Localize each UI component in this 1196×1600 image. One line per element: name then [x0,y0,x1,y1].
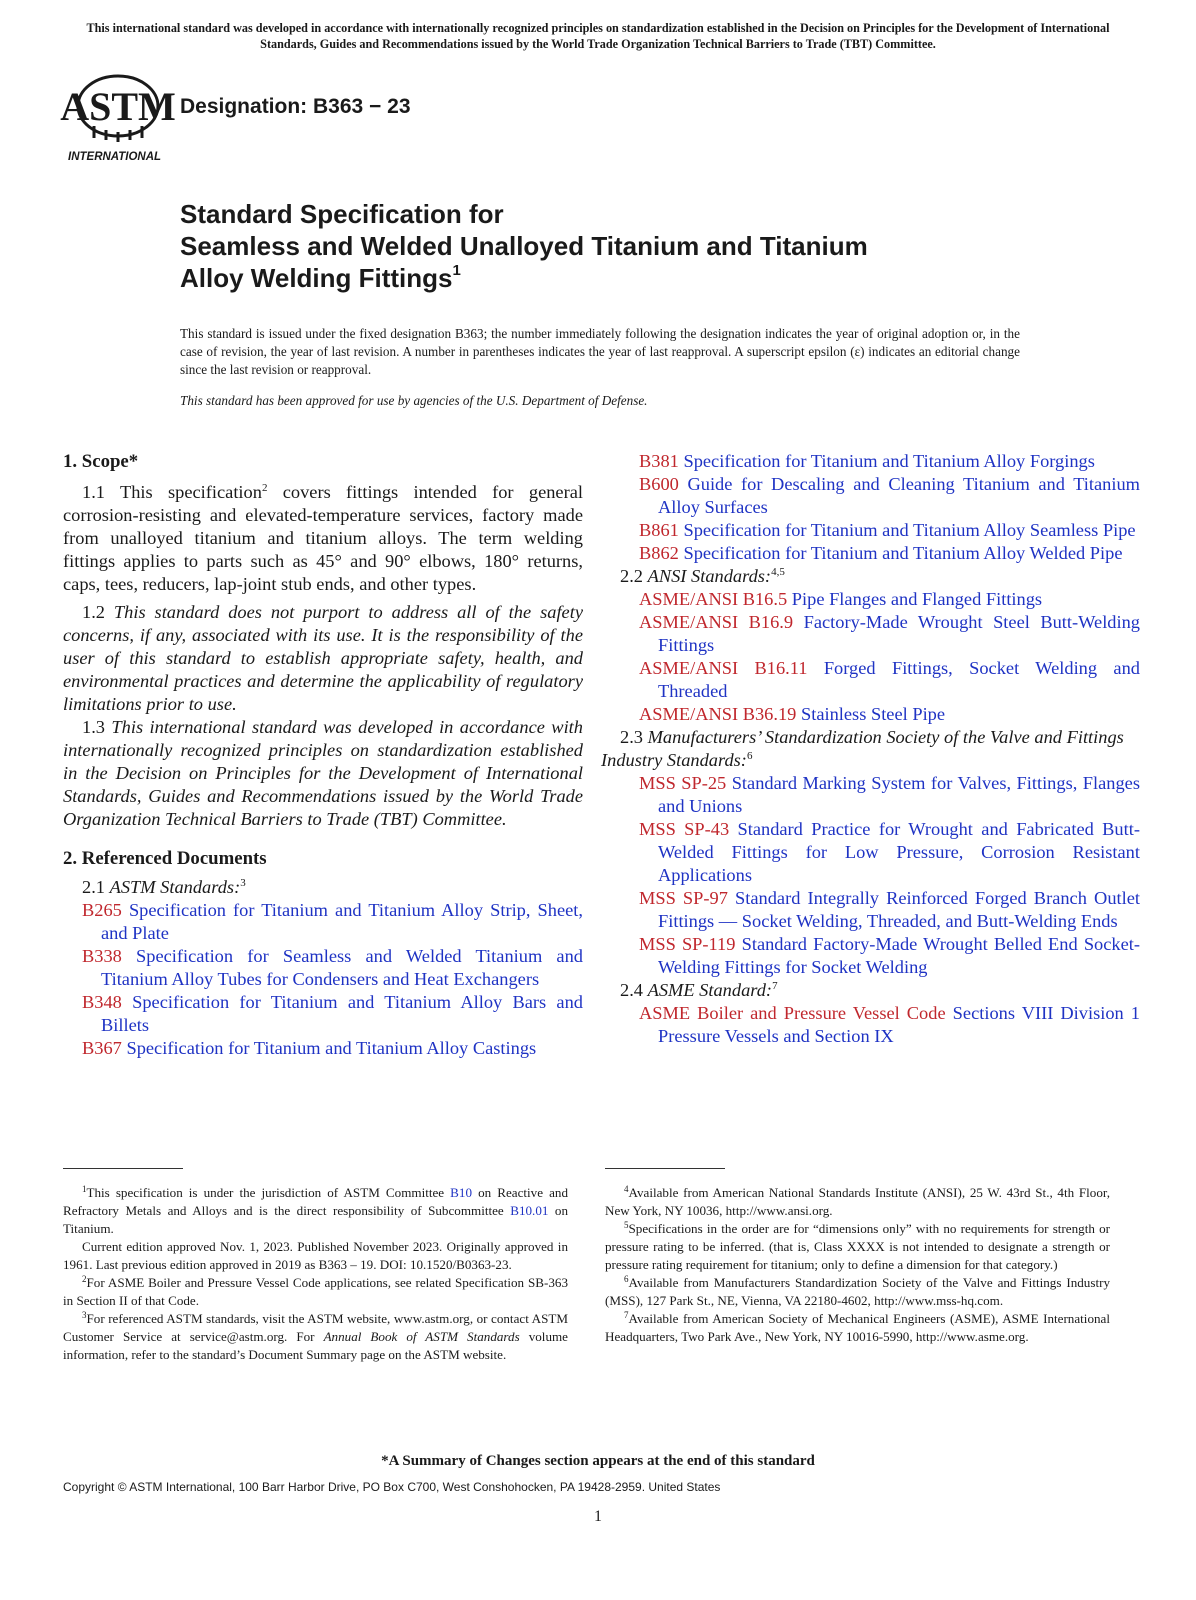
scope-para-2: 1.2 This standard does not purport to address all of the safety concerns, if any, associated with its use. It is the responsibility of the user of this standard to establish appropriate safety, health, and environmental practices and determine the applicability of regulatory limitations prior to use. [63,602,583,714]
left-column [63,450,583,1060]
ref-item[interactable]: B367 Specification for Titanium and Titanium Alloy Castings [82,1038,537,1058]
ref-item[interactable]: MSS SP-119 Standard Factory-Made Wrought Belled End Socket-Welding Fittings for Socket Welding [639,934,1141,977]
footnote-ref-4-5[interactable]: 4,5 [771,566,785,578]
subcommittee-link[interactable]: B10.01 [510,1203,549,1218]
footnote-divider [605,1168,725,1169]
title-line-2: Seamless and Welded Unalloyed Titanium and Titanium [180,231,868,261]
asme-standard-label: 2.4 ASME Standard:$^7$ [620,980,778,1000]
ref-item[interactable]: ASME/ANSI B16.5 Pipe Flanges and Flanged Fittings [639,589,1043,609]
footnotes-right [605,1184,1110,1346]
footnote-ref-6[interactable]: 6 [746,750,753,762]
ref-item[interactable]: MSS SP-43 Standard Practice for Wrought and Fabricated Butt-Welded Fittings for Low Pressure, Corrosion Resistant Applications [639,819,1140,885]
footnote-ref-2[interactable]: 2 [261,482,268,494]
title-line-1: Standard Specification for [180,199,504,229]
footnote-5: $^5$Specifications in the order are for “dimensions only” with no requirements for strength or pressure rating to be inferred. (that is, Class XXXX is not intended to designate a strength or pressure rating requirement for titanium; only to define a dimension for that category.) [605,1220,1110,1272]
ansi-standards-label: 2.2 ANSI Standards:$^{4,5}$ [620,566,785,586]
copyright: Copyright © ASTM International, 100 Barr Harbor Drive, PO Box C700, West Conshohocken, PA 19428-2959. United States [63,1480,721,1494]
ref-item[interactable]: B861 Specification for Titanium and Titanium Alloy Seamless Pipe [639,520,1136,540]
ref-item[interactable]: ASME/ANSI B16.11 Forged Fittings, Socket Welding and Threaded [639,658,1140,701]
footnote-ref-3[interactable]: 3 [240,877,246,889]
issue-note: This standard is issued under the fixed designation B363; the number immediately following the designation indicates the year of original adoption or, in the case of revision, the year of last revision. A number in parentheses indicates the year of last reapproval. A superscript epsilon (ε) indicates an editorial change since the last revision or reapproval. [180,326,1020,377]
ref-item[interactable]: B862 Specification for Titanium and Titanium Alloy Welded Pipe [639,543,1123,563]
ref-item[interactable]: B348 Specification for Titanium and Titanium Alloy Bars and Billets [82,992,583,1035]
ref-item[interactable]: B381 Specification for Titanium and Titanium Alloy Forgings [639,451,1095,471]
top-notice: This international standard was developed in accordance with internationally recognized principles on standardization established in the Decision on Principles for the Development of International Standards, Guides and Recommendations issued by the World Trade Organization Technical Barriers to Trade (TBT) Committee. [86,21,1110,51]
ref-item[interactable]: MSS SP-97 Standard Integrally Reinforced Forged Branch Outlet Fittings — Socket Welding, Threaded, and Butt-Welding Ends [639,888,1140,931]
ref-item[interactable]: B338 Specification for Seamless and Welded Titanium and Titanium Alloy Tubes for Condensers and Heat Exchangers [82,946,583,989]
mss-standards-label: 2.3 Manufacturers’ Standardization Society of the Valve and Fittings Industry Standards:$^6$ [601,727,1124,770]
references-heading: 2. Referenced Documents [63,848,267,869]
astm-logo [60,70,176,166]
logo-subtext: INTERNATIONAL [68,151,162,163]
footnote-6: $^6$Available from Manufacturers Standardization Society of the Valve and Fittings Industry (MSS), 127 Park St., NE, Vienna, VA 22180-4602, http://www.mss-hq.com. [605,1274,1110,1308]
ref-item[interactable]: B265 Specification for Titanium and Titanium Alloy Strip, Sheet, and Plate [82,900,583,943]
scope-para-1: 1.1 This specification$^2$ covers fittings intended for general corrosion-resisting and elevated-temperature services, factory made from unalloyed titanium and titanium alloys. The term welding fittings applies to parts such as 45° and 90° elbows, 180° returns, caps, tees, reducers, lap-joint stub ends, and other types. [63,482,583,594]
summary-of-changes-note: *A Summary of Changes section appears at the end of this standard [381,1453,815,1469]
footnotes-left [63,1184,568,1364]
page-number: 1 [594,1508,602,1525]
dod-note: This standard has been approved for use by agencies of the U.S. Department of Defense. [180,393,648,408]
footnote-4: $^4$Available from American National Standards Institute (ANSI), 25 W. 43rd St., 4th Floor, New York, NY 10036, http://www.ansi.org. [605,1184,1110,1218]
astm-standards-label: 2.1 ASTM Standards:$^3$ [82,877,246,897]
ref-item[interactable]: ASME/ANSI B16.9 Factory-Made Wrought Steel Butt-Welding Fittings [639,612,1141,655]
footnote-ref-7[interactable]: 7 [772,980,778,992]
footnote-2: $^2$For ASME Boiler and Pressure Vessel Code applications, see related Specification SB-363 in Section II of that Code. [63,1274,568,1308]
footnote-3: $^3$For referenced ASTM standards, visit the ASTM website, www.astm.org, or contact ASTM Customer Service at service@astm.org. For Annual Book of ASTM Standards volume information, refer to the standard’s Document Summary page on the ASTM website. [63,1310,568,1362]
logo-text: ASTM [60,84,176,129]
committee-link[interactable]: B10 [450,1185,472,1200]
footnote-divider [63,1168,183,1169]
footnote-1-edition: Current edition approved Nov. 1, 2023. Published November 2023. Originally approved in 1961. Last previous edition approved in 2019 as B363 – 19. DOI: 10.1520/B0363-23. [63,1239,568,1272]
scope-heading: 1. Scope* [63,451,139,472]
ref-item[interactable]: MSS SP-25 Standard Marking System for Valves, Fittings, Flanges and Unions [639,773,1140,816]
designation: Designation: B363 − 23 [180,95,411,118]
ref-item[interactable]: B600 Guide for Descaling and Cleaning Titanium and Titanium Alloy Surfaces [639,474,1140,517]
document-title [180,198,1060,294]
footnote-1: $^1$This specification is under the jurisdiction of ASTM Committee B10 on Reactive and Refractory Metals and Alloys and is the direct responsibility of Subcommittee B10.01 on Titanium. [63,1184,568,1236]
scope-para-3: 1.3 This international standard was developed in accordance with internationally recognized principles on standardization established in the Decision on Principles for the Development of International Standards, Guides and Recommendations issued by the World Trade Organization Technical Barriers to Trade (TBT) Committee. [63,717,583,829]
ref-item[interactable]: ASME Boiler and Pressure Vessel Code Sections VIII Division 1 Pressure Vessels and Section IX [639,1003,1140,1046]
footnote-7: $^7$Available from American Society of Mechanical Engineers (ASME), ASME International Headquarters, Two Park Ave., New York, NY 10016-5990, http://www.asme.org. [605,1310,1110,1344]
ref-item[interactable]: ASME/ANSI B36.19 Stainless Steel Pipe [639,704,946,724]
right-column [601,450,1141,1048]
title-footnote-mark[interactable]: 1 [452,262,461,279]
title-line-3: Alloy Welding Fittings [180,263,453,293]
